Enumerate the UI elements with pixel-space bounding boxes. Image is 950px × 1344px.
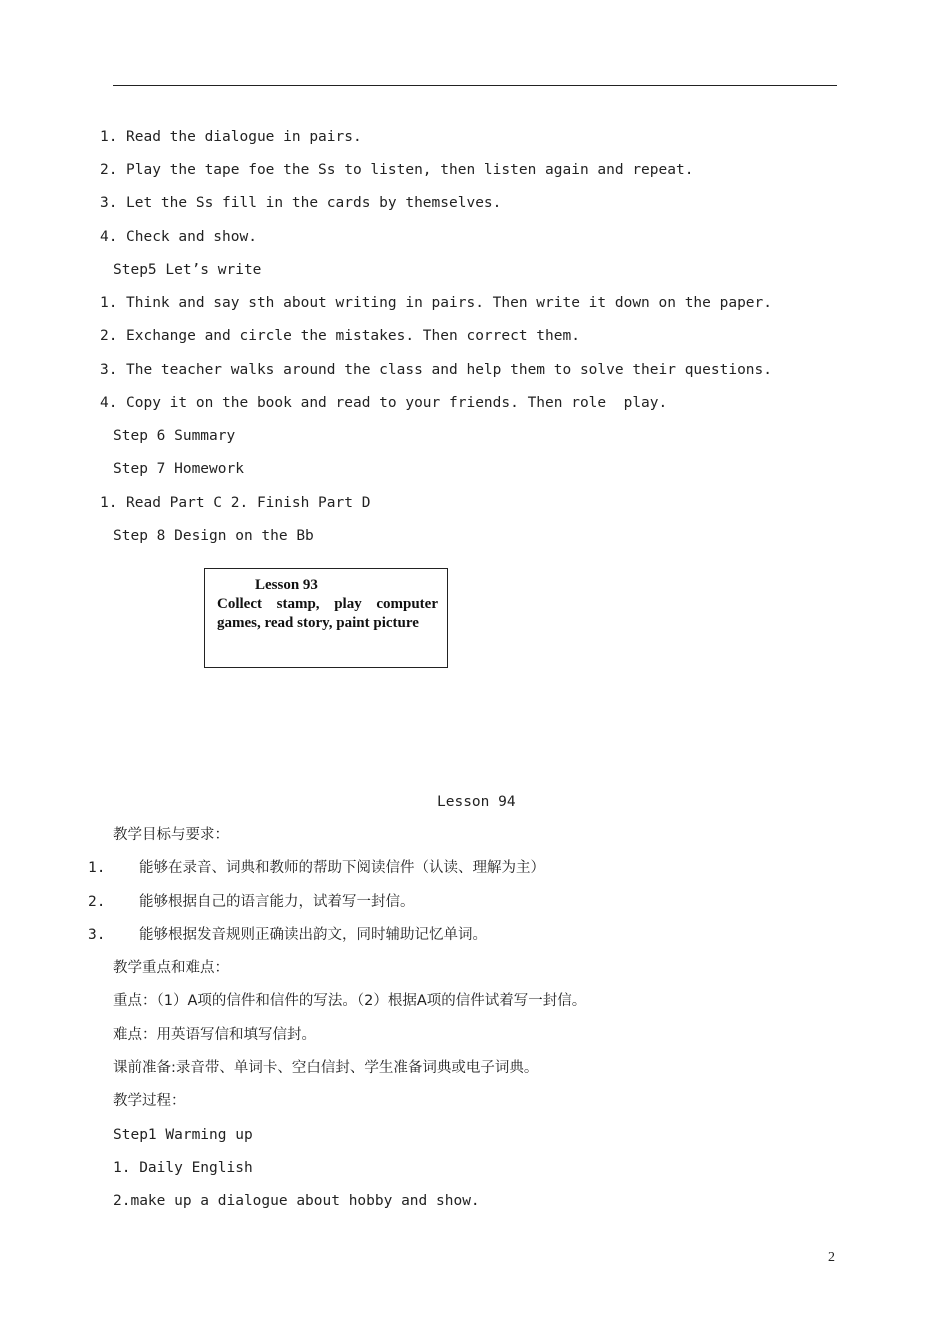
- list-number: 2.: [100, 328, 118, 344]
- warmup-item: 1. Daily English: [113, 1160, 253, 1176]
- list-number: 2.: [88, 894, 106, 910]
- header-rule: [113, 85, 837, 86]
- goal-item: 能够根据自己的语言能力，试着写一封信。: [139, 894, 415, 910]
- list-number: 2.: [100, 162, 118, 178]
- step6-heading: Step 6 Summary: [113, 428, 236, 444]
- lesson-title: Lesson 94: [437, 794, 516, 810]
- list-item: Check and show.: [126, 229, 257, 245]
- step7-heading: Step 7 Homework: [113, 461, 244, 477]
- preparation: 课前准备:录音带、单词卡、空白信封、学生准备词典或电子词典。: [113, 1060, 539, 1076]
- step1-heading: Step1 Warming up: [113, 1127, 253, 1143]
- page-number: 2: [828, 1250, 835, 1265]
- process-heading: 教学过程：: [113, 1093, 186, 1109]
- list-number: 3.: [100, 195, 118, 211]
- list-number: 1.: [88, 860, 106, 876]
- list-item: Copy it on the book and read to your friends. Then role play.: [126, 395, 668, 411]
- list-number: 4.: [100, 229, 118, 245]
- key-heading: 教学重点和难点：: [113, 960, 229, 976]
- list-number: 1.: [100, 129, 118, 145]
- goal-item: 能够在录音、词典和教师的帮助下阅读信件（认读、理解为主）: [139, 860, 545, 876]
- list-number: 4.: [100, 395, 118, 411]
- list-item: Play the tape foe the Ss to listen, then listen again and repeat.: [126, 162, 694, 178]
- board-body: Collect stamp, play computer games, read story, paint picture: [217, 596, 438, 631]
- list-number: 1.: [100, 495, 118, 511]
- list-item: Exchange and circle the mistakes. Then correct them.: [126, 328, 580, 344]
- step5-heading: Step5 Let’s write: [113, 262, 262, 278]
- board-title: Lesson 93: [255, 577, 318, 593]
- goals-heading: 教学目标与要求：: [113, 827, 229, 843]
- key-point: 重点：（1）A项的信件和信件的写法。（2）根据A项的信件试着写一封信。: [113, 993, 587, 1009]
- board-design-box: [204, 568, 448, 668]
- homework-item: Read Part C 2. Finish Part D: [126, 495, 371, 511]
- difficulty: 难点：用英语写信和填写信封。: [113, 1027, 316, 1043]
- goal-item: 能够根据发音规则正确读出韵文，同时辅助记忆单词。: [139, 927, 487, 943]
- list-item: The teacher walks around the class and help them to solve their questions.: [126, 362, 773, 378]
- list-item: Think and say sth about writing in pairs. Then write it down on the paper.: [126, 295, 773, 311]
- list-number: 1.: [100, 295, 118, 311]
- list-number: 3.: [88, 927, 106, 943]
- step8-heading: Step 8 Design on the Bb: [113, 528, 314, 544]
- list-item: Let the Ss fill in the cards by themselves.: [126, 195, 502, 211]
- list-number: 3.: [100, 362, 118, 378]
- list-item: Read the dialogue in pairs.: [126, 129, 362, 145]
- warmup-item: 2.make up a dialogue about hobby and show.: [113, 1193, 480, 1209]
